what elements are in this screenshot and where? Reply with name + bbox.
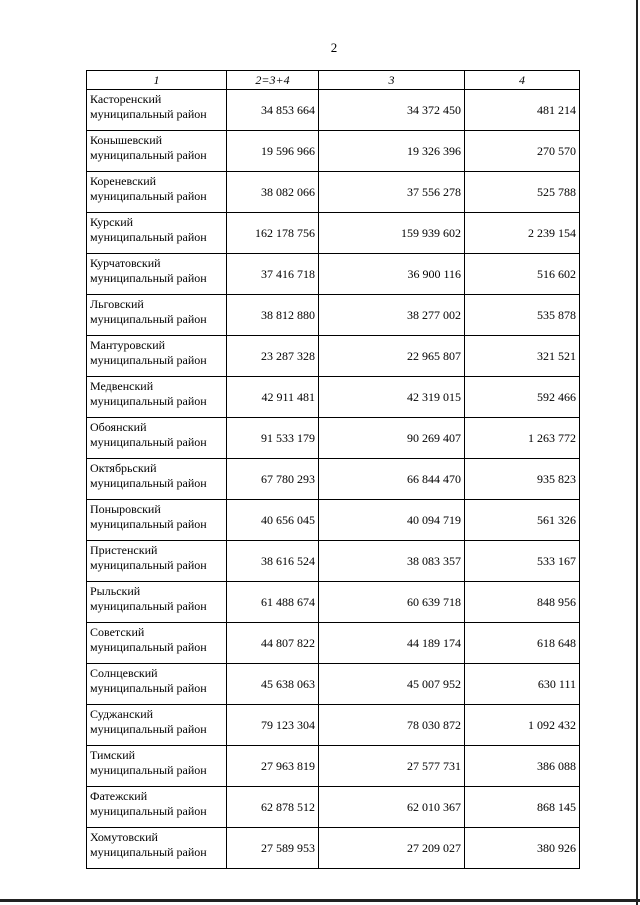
district-name: Медвенский xyxy=(90,379,154,393)
table-row xyxy=(87,746,580,787)
table-row xyxy=(87,213,580,254)
district-name-cell xyxy=(87,705,227,746)
header-col-2: 2=3+4 xyxy=(227,71,319,90)
district-name: Рыльский xyxy=(90,584,141,598)
table-row xyxy=(87,500,580,541)
table-row xyxy=(87,254,580,295)
total-amount-cell: 91 533 179 xyxy=(227,418,319,459)
column-3-amount-cell: 62 010 367 xyxy=(319,787,465,828)
table-row xyxy=(87,787,580,828)
column-4-amount-cell: 1 263 772 xyxy=(465,418,580,459)
table-row xyxy=(87,418,580,459)
column-4-amount-cell: 592 466 xyxy=(465,377,580,418)
district-type: муниципальный район xyxy=(90,148,207,162)
column-4-amount-cell: 848 956 xyxy=(465,582,580,623)
district-type: муниципальный район xyxy=(90,271,207,285)
district-name-cell xyxy=(87,459,227,500)
district-type: муниципальный район xyxy=(90,804,207,818)
total-amount-cell: 162 178 756 xyxy=(227,213,319,254)
district-type: муниципальный район xyxy=(90,599,207,613)
district-type: муниципальный район xyxy=(90,353,207,367)
district-type: муниципальный район xyxy=(90,189,207,203)
column-4-amount-cell: 1 092 432 xyxy=(465,705,580,746)
table-row xyxy=(87,828,580,869)
district-type: муниципальный район xyxy=(90,558,207,572)
table-row xyxy=(87,623,580,664)
header-col-3: 3 xyxy=(319,71,465,90)
district-type: муниципальный район xyxy=(90,435,207,449)
total-amount-cell: 38 082 066 xyxy=(227,172,319,213)
district-name: Октябрьский xyxy=(90,461,157,475)
column-4-amount-cell: 2 239 154 xyxy=(465,213,580,254)
table-row xyxy=(87,664,580,705)
table-row xyxy=(87,90,580,131)
column-4-amount-cell: 270 570 xyxy=(465,131,580,172)
district-name-cell xyxy=(87,213,227,254)
column-3-amount-cell: 90 269 407 xyxy=(319,418,465,459)
district-type: муниципальный район xyxy=(90,107,207,121)
column-3-amount-cell: 40 094 719 xyxy=(319,500,465,541)
district-name-cell xyxy=(87,541,227,582)
column-3-amount-cell: 45 007 952 xyxy=(319,664,465,705)
district-name-cell xyxy=(87,664,227,705)
column-3-amount-cell: 22 965 807 xyxy=(319,336,465,377)
district-name-cell xyxy=(87,623,227,664)
scan-edge-right xyxy=(636,0,638,905)
table-row xyxy=(87,541,580,582)
column-3-amount-cell: 60 639 718 xyxy=(319,582,465,623)
table-row xyxy=(87,295,580,336)
district-type: муниципальный район xyxy=(90,230,207,244)
table-row xyxy=(87,131,580,172)
district-type: муниципальный район xyxy=(90,476,207,490)
table-body xyxy=(87,90,580,869)
header-row xyxy=(87,71,580,90)
table-row xyxy=(87,582,580,623)
column-3-amount-cell: 27 577 731 xyxy=(319,746,465,787)
district-name: Касторенский xyxy=(90,92,162,106)
district-name: Советский xyxy=(90,625,145,639)
district-type: муниципальный район xyxy=(90,763,207,777)
district-name-cell xyxy=(87,746,227,787)
column-4-amount-cell: 380 926 xyxy=(465,828,580,869)
column-4-amount-cell: 935 823 xyxy=(465,459,580,500)
district-name: Курчатовский xyxy=(90,256,161,270)
district-name: Хомутовский xyxy=(90,830,158,844)
total-amount-cell: 61 488 674 xyxy=(227,582,319,623)
total-amount-cell: 45 638 063 xyxy=(227,664,319,705)
column-3-amount-cell: 38 083 357 xyxy=(319,541,465,582)
column-3-amount-cell: 159 939 602 xyxy=(319,213,465,254)
district-type: муниципальный район xyxy=(90,640,207,654)
district-type: муниципальный район xyxy=(90,722,207,736)
column-3-amount-cell: 19 326 396 xyxy=(319,131,465,172)
column-3-amount-cell: 78 030 872 xyxy=(319,705,465,746)
total-amount-cell: 44 807 822 xyxy=(227,623,319,664)
header-col-4: 4 xyxy=(465,71,580,90)
district-name-cell xyxy=(87,172,227,213)
district-name-cell xyxy=(87,582,227,623)
district-name-cell xyxy=(87,254,227,295)
district-name: Тимский xyxy=(90,748,136,762)
total-amount-cell: 38 616 524 xyxy=(227,541,319,582)
total-amount-cell: 38 812 880 xyxy=(227,295,319,336)
column-4-amount-cell: 533 167 xyxy=(465,541,580,582)
total-amount-cell: 23 287 328 xyxy=(227,336,319,377)
total-amount-cell: 42 911 481 xyxy=(227,377,319,418)
page-number: 2 xyxy=(330,40,338,55)
district-type: муниципальный район xyxy=(90,681,207,695)
table-row xyxy=(87,377,580,418)
table-row xyxy=(87,705,580,746)
district-name-cell xyxy=(87,787,227,828)
district-name-cell xyxy=(87,131,227,172)
total-amount-cell: 27 589 953 xyxy=(227,828,319,869)
district-name: Обоянский xyxy=(90,420,147,434)
column-4-amount-cell: 481 214 xyxy=(465,90,580,131)
column-4-amount-cell: 516 602 xyxy=(465,254,580,295)
header-col-1: 1 xyxy=(87,71,227,90)
district-name: Кореневский xyxy=(90,174,157,188)
district-name-cell xyxy=(87,295,227,336)
column-4-amount-cell: 868 145 xyxy=(465,787,580,828)
column-4-amount-cell: 321 521 xyxy=(465,336,580,377)
total-amount-cell: 62 878 512 xyxy=(227,787,319,828)
column-3-amount-cell: 37 556 278 xyxy=(319,172,465,213)
table-row xyxy=(87,459,580,500)
table-row xyxy=(87,172,580,213)
district-name: Поныровский xyxy=(90,502,161,516)
column-4-amount-cell: 525 788 xyxy=(465,172,580,213)
district-name: Курский xyxy=(90,215,134,229)
column-3-amount-cell: 66 844 470 xyxy=(319,459,465,500)
district-name: Конышевский xyxy=(90,133,163,147)
total-amount-cell: 67 780 293 xyxy=(227,459,319,500)
column-4-amount-cell: 535 878 xyxy=(465,295,580,336)
district-type: муниципальный район xyxy=(90,394,207,408)
column-4-amount-cell: 561 326 xyxy=(465,500,580,541)
column-3-amount-cell: 44 189 174 xyxy=(319,623,465,664)
district-name: Фатежский xyxy=(90,789,148,803)
district-name-cell xyxy=(87,377,227,418)
district-name-cell xyxy=(87,828,227,869)
total-amount-cell: 34 853 664 xyxy=(227,90,319,131)
district-name: Мантуровский xyxy=(90,338,166,352)
column-4-amount-cell: 630 111 xyxy=(465,664,580,705)
column-4-amount-cell: 618 648 xyxy=(465,623,580,664)
district-name: Суджанский xyxy=(90,707,154,721)
district-name: Солнцевский xyxy=(90,666,158,680)
district-name: Пристенский xyxy=(90,543,158,557)
district-name-cell xyxy=(87,90,227,131)
column-3-amount-cell: 27 209 027 xyxy=(319,828,465,869)
district-type: муниципальный район xyxy=(90,312,207,326)
table-row xyxy=(87,336,580,377)
district-name-cell xyxy=(87,500,227,541)
district-type: муниципальный район xyxy=(90,845,207,859)
column-3-amount-cell: 36 900 116 xyxy=(319,254,465,295)
column-3-amount-cell: 34 372 450 xyxy=(319,90,465,131)
district-type: муниципальный район xyxy=(90,517,207,531)
district-name: Льговский xyxy=(90,297,144,311)
total-amount-cell: 79 123 304 xyxy=(227,705,319,746)
total-amount-cell: 37 416 718 xyxy=(227,254,319,295)
district-name-cell xyxy=(87,418,227,459)
total-amount-cell: 19 596 966 xyxy=(227,131,319,172)
budget-table xyxy=(86,70,580,869)
total-amount-cell: 40 656 045 xyxy=(227,500,319,541)
district-name-cell xyxy=(87,336,227,377)
table-header xyxy=(87,71,580,90)
column-3-amount-cell: 38 277 002 xyxy=(319,295,465,336)
column-3-amount-cell: 42 319 015 xyxy=(319,377,465,418)
total-amount-cell: 27 963 819 xyxy=(227,746,319,787)
scan-edge-bottom xyxy=(0,899,640,902)
column-4-amount-cell: 386 088 xyxy=(465,746,580,787)
